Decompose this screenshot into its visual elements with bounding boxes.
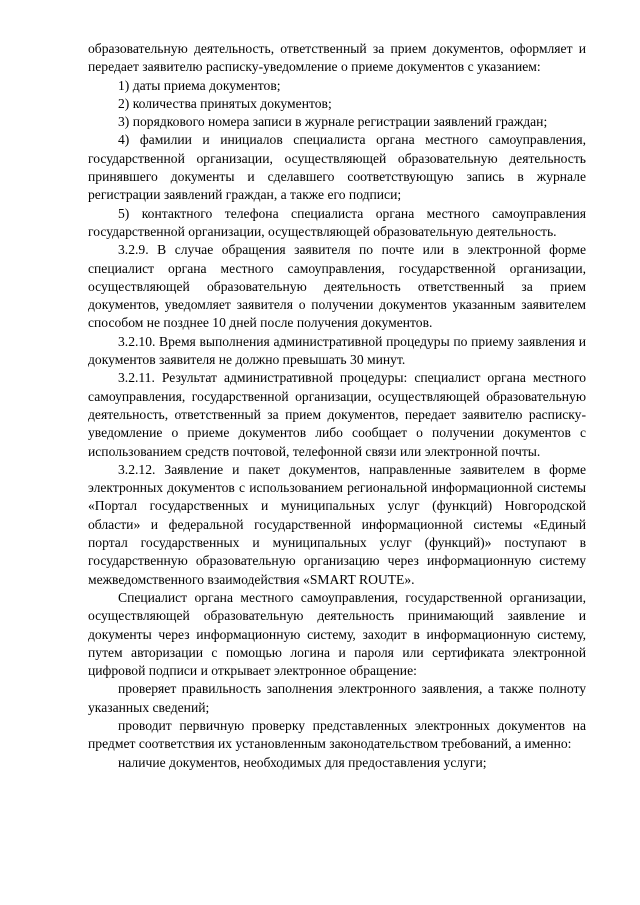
paragraph-3-2-9: 3.2.9. В случае обращения заявителя по почте или в электронной форме специалист органа местного самоуправления, государственной организации, осуществляющей образовательную деятельность ответственный за прием документов, уведомляет заявителя о получении документов указанным заявителем способом не позднее 10 дней после получения документов.	[88, 242, 586, 331]
list-item-record-number: 3) порядкового номера записи в журнале регистрации заявлений граждан;	[118, 114, 548, 130]
paragraph-3-2-11: 3.2.11. Результат административной процедуры: специалист органа местного самоуправления, государственной организации, осуществляющей образовательную деятельность, ответственный за прием документов, передает заявителю расписку-уведомление о приеме документов либо сообщает о получении документов с использованием средств почтовой, телефонной связи или электронной почты.	[88, 370, 586, 459]
list-item-specialist-name: 4) фамилии и инициалов специалиста органа местного самоуправления, государственной организации, осуществляющей образовательную деятельность принявшего документы и сделавшего соответствующую запись в журнале регистрации заявлений граждан, а также его подписи;	[88, 132, 586, 203]
paragraph-checks-application: проверяет правильность заполнения электронного заявления, а также полноту указанных сведений;	[88, 681, 586, 715]
list-item-count: 2) количества принятых документов;	[118, 95, 332, 111]
list-item-date: 1) даты приема документов;	[118, 77, 281, 93]
paragraph-continuation: образовательную деятельность, ответственный за прием документов, оформляет и передает заявителю расписку-уведомление о приеме документов с указанием:	[88, 41, 586, 75]
list-item-contact-phone: 5) контактного телефона специалиста органа местного самоуправления государственной организации, осуществляющей образовательную деятельность.	[88, 205, 586, 239]
paragraph-documents-presence: наличие документов, необходимых для предоставления услуги;	[118, 754, 487, 770]
paragraph-3-2-10: 3.2.10. Время выполнения административной процедуры по приему заявления и документов заявителя не должно превышать 30 минут.	[88, 333, 586, 368]
paragraph-3-2-12: 3.2.12. Заявление и пакет документов, направленные заявителем в форме электронных документов с использованием региональной информационной системы «Портал государственных и муниципальных услуг (функций) Новгородской области» и федеральной государственной информационной системы «Единый портал государственных и муниципальных услуг (функций)» поступают в государственную образовательную организацию через информационную систему межведомственного взаимодействия «SMART ROUTE».	[88, 461, 586, 587]
paragraph-primary-check: проводит первичную проверку представленных электронных документов на предмет соответствия их установленным законодательством требований, а именно:	[88, 717, 586, 752]
document-page	[88, 40, 586, 772]
paragraph-specialist: Специалист органа местного самоуправления, государственной организации, осуществляющей образовательную деятельность принимающий заявление и документы через информационную систему, заходит в информационную систему, путем авторизации с помощью логина и пароля или сертификата электронной цифровой подписи и открывает электронное обращение:	[88, 589, 586, 679]
